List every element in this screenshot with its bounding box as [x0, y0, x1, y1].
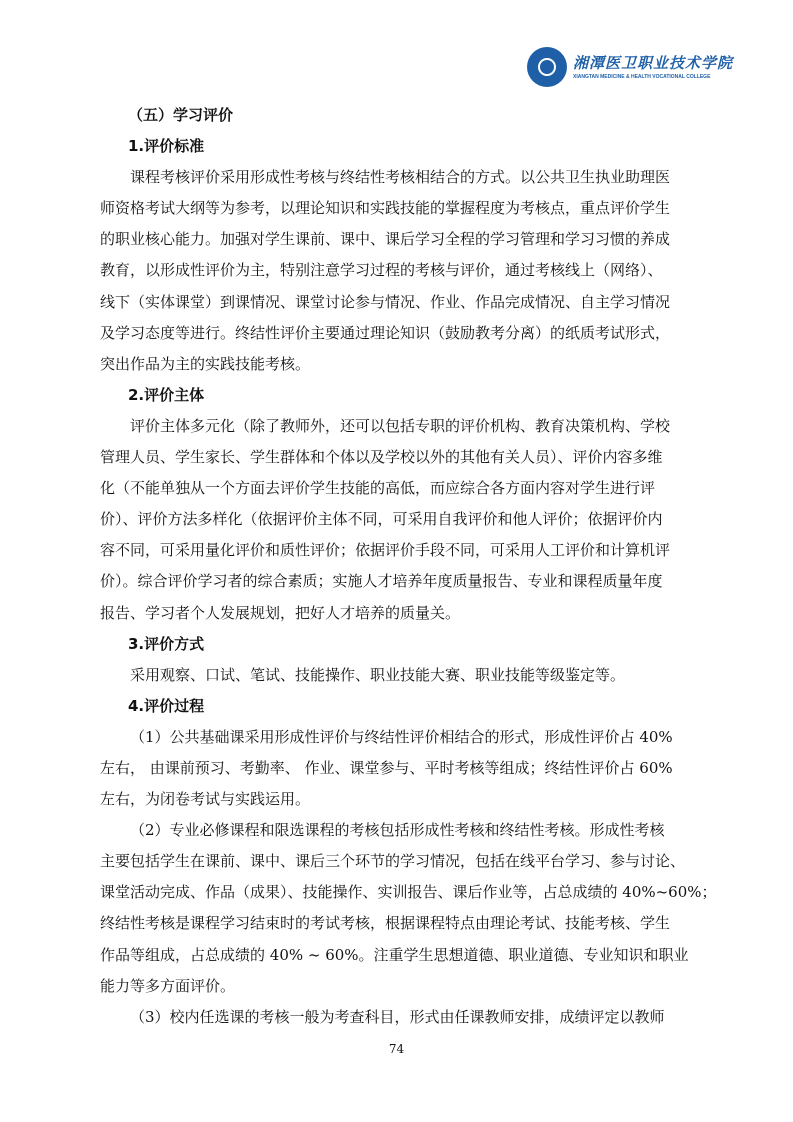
college-seal-icon — [527, 47, 567, 87]
paragraph-line: 课程考核评价采用形成性考核与终结性考核相结合的方式。以公共卫生执业助理医 — [130, 168, 671, 187]
paragraph-line: 左右， 由课前预习、考勤率、 作业、课堂参与、平时考核等组成；终结性评价占 60% — [100, 758, 673, 777]
paragraph-line: 报告、学习者个人发展规划，把好人才培养的质量关。 — [100, 603, 461, 622]
section-heading: 1.评价标准 — [128, 137, 205, 156]
paragraph-line: 价）。综合评价学习者的综合素质；实施人才培养年度质量报告、专业和课程质量年度 — [100, 572, 663, 591]
paragraph-line: 教育，以形成性评价为主，特别注意学习过程的考核与评价，通过考核线上（网络）、 — [100, 261, 663, 280]
logo-english-name: XIANGTAN MEDICINE & HEALTH VOCATIONAL COLLEGE — [573, 74, 711, 80]
paragraph-line: 的职业核心能力。加强对学生课前、课中、课后学习全程的学习管理和学习习惯的养成 — [100, 230, 671, 249]
paragraph-line: 终结性考核是课程学习结束时的考试考核，根据课程特点由理论考试、技能考核、学生 — [100, 914, 671, 933]
paragraph-line: 课堂活动完成、作品（成果）、技能操作、实训报告、课后作业等，占总成绩的 40%~60%； — [100, 883, 717, 902]
paragraph-line: 及学习态度等进行。终结性评价主要通过理论知识（鼓励教考分离）的纸质考试形式， — [100, 323, 671, 342]
section-heading: （五）学习评价 — [128, 106, 234, 124]
paragraph-line: 线下（实体课堂）到课情况、课堂讨论参与情况、作业、作品完成情况、自主学习情况 — [100, 292, 671, 311]
page-number: 74 — [388, 1042, 405, 1056]
paragraph-line: 左右，为闭卷考试与实践运用。 — [100, 790, 311, 809]
section-heading: 3.评价方式 — [128, 634, 205, 653]
paragraph-line: 化（不能单独从一个方面去评价学生技能的高低，而应综合各方面内容对学生进行评 — [100, 479, 656, 498]
paragraph-line: 价）、评价方法多样化（依据评价主体不同，可采用自我评价和他人评价；依据评价内 — [100, 510, 663, 529]
paragraph-line: 采用观察、口试、笔试、技能操作、职业技能大赛、职业技能等级鉴定等。 — [130, 665, 626, 684]
paragraph-line: （3）校内任选课的考核一般为考查科目，形式由任课教师安排，成绩评定以教师 — [130, 1007, 665, 1026]
paragraph-line: 突出作品为主的实践技能考核。 — [100, 354, 311, 373]
section-heading: 2.评价主体 — [128, 385, 205, 404]
paragraph-line: 评价主体多元化（除了教师外，还可以包括专职的评价机构、教育决策机构、学校 — [130, 416, 671, 435]
college-logo — [527, 46, 767, 88]
paragraph-line: 管理人员、学生家长、学生群体和个体以及学校以外的其他有关人员）、评价内容多维 — [100, 448, 663, 467]
logo-chinese-name: 湘潭医卫职业技术学院 — [573, 54, 734, 72]
paragraph-line: 能力等多方面评价。 — [100, 976, 236, 995]
document-body — [100, 100, 717, 1033]
paragraph-line: 容不同，可采用量化评价和质性评价；依据评价手段不同，可采用人工评价和计算机评 — [100, 541, 671, 560]
section-heading: 4.评价过程 — [128, 696, 205, 715]
paragraph-line: 主要包括学生在课前、课中、课后三个环节的学习情况，包括在线平台学习、参与讨论、 — [100, 852, 686, 871]
paragraph-line: 师资格考试大纲等为参考，以理论知识和实践技能的掌握程度为考核点，重点评价学生 — [100, 199, 671, 218]
paragraph-line: （2）专业必修课程和限选课程的考核包括形成性考核和终结性考核。形成性考核 — [130, 821, 665, 840]
paragraph-line: 作品等组成，占总成绩的 40% ~ 60%。注重学生思想道德、职业道德、专业知识和职业 — [100, 945, 689, 964]
paragraph-line: （1）公共基础课采用形成性评价与终结性评价相结合的形式，形成性评价占 40% — [130, 727, 673, 746]
